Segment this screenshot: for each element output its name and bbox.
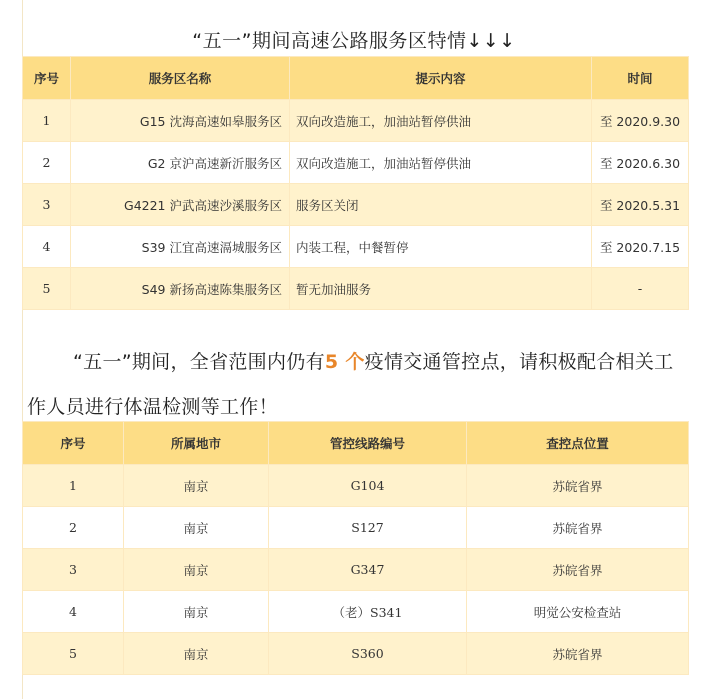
cell-no: 2 bbox=[23, 507, 124, 549]
table-row bbox=[23, 226, 689, 268]
table-row bbox=[23, 184, 689, 226]
cell-route: S360 bbox=[269, 633, 467, 675]
cell-route: G347 bbox=[269, 549, 467, 591]
table-row bbox=[23, 268, 689, 310]
cell-no: 3 bbox=[23, 184, 71, 226]
header-service-area: 服务区名称 bbox=[71, 57, 290, 100]
table-row bbox=[23, 591, 689, 633]
cell-route: S127 bbox=[269, 507, 467, 549]
cell-service-area: G15 沈海高速如皋服务区 bbox=[71, 100, 290, 142]
cell-city: 南京 bbox=[124, 549, 269, 591]
cell-location: 苏皖省界 bbox=[467, 465, 689, 507]
notice-text-before: “五一”期间，全省范围内仍有 bbox=[73, 351, 325, 373]
table-row bbox=[23, 633, 689, 675]
table-row bbox=[23, 549, 689, 591]
cell-service-area: G4221 沪武高速沙溪服务区 bbox=[71, 184, 290, 226]
cell-location: 苏皖省界 bbox=[467, 549, 689, 591]
table-row bbox=[23, 100, 689, 142]
header-time: 时间 bbox=[592, 57, 689, 100]
cell-service-area: G2 京沪高速新沂服务区 bbox=[71, 142, 290, 184]
cell-service-area: S49 新扬高速陈集服务区 bbox=[71, 268, 290, 310]
cell-tip: 内装工程，中餐暂停 bbox=[290, 226, 592, 268]
cell-no: 2 bbox=[23, 142, 71, 184]
header-city: 所属地市 bbox=[124, 422, 269, 465]
cell-no: 4 bbox=[23, 226, 71, 268]
cell-time: - bbox=[592, 268, 689, 310]
table-row bbox=[23, 465, 689, 507]
cell-tip: 暂无加油服务 bbox=[290, 268, 592, 310]
cell-location: 明觉公安检查站 bbox=[467, 591, 689, 633]
header-no: 序号 bbox=[23, 422, 124, 465]
header-no: 序号 bbox=[23, 57, 71, 100]
table-row bbox=[23, 142, 689, 184]
notice-paragraph bbox=[27, 340, 687, 430]
cell-city: 南京 bbox=[124, 507, 269, 549]
cell-city: 南京 bbox=[124, 591, 269, 633]
header-route: 管控线路编号 bbox=[269, 422, 467, 465]
section-title: “五一”期间高速公路服务区特情↓↓↓ bbox=[192, 30, 516, 52]
service-area-table bbox=[22, 56, 689, 310]
cell-route: （老）S341 bbox=[269, 591, 467, 633]
checkpoint-table bbox=[22, 421, 689, 675]
cell-city: 南京 bbox=[124, 633, 269, 675]
cell-no: 1 bbox=[23, 100, 71, 142]
cell-route: G104 bbox=[269, 465, 467, 507]
notice-highlight-count: 5 个 bbox=[324, 351, 365, 373]
cell-time: 至 2020.9.30 bbox=[592, 100, 689, 142]
table-header-row bbox=[23, 422, 689, 465]
cell-location: 苏皖省界 bbox=[467, 507, 689, 549]
cell-no: 4 bbox=[23, 591, 124, 633]
cell-tip: 双向改造施工，加油站暂停供油 bbox=[290, 142, 592, 184]
table-row bbox=[23, 507, 689, 549]
cell-no: 3 bbox=[23, 549, 124, 591]
cell-time: 至 2020.5.31 bbox=[592, 184, 689, 226]
cell-time: 至 2020.7.15 bbox=[592, 226, 689, 268]
header-location: 查控点位置 bbox=[467, 422, 689, 465]
cell-tip: 双向改造施工，加油站暂停供油 bbox=[290, 100, 592, 142]
header-tip: 提示内容 bbox=[290, 57, 592, 100]
cell-no: 5 bbox=[23, 268, 71, 310]
cell-tip: 服务区关闭 bbox=[290, 184, 592, 226]
cell-service-area: S39 江宜高速滆城服务区 bbox=[71, 226, 290, 268]
cell-no: 5 bbox=[23, 633, 124, 675]
table-header-row bbox=[23, 57, 689, 100]
cell-location: 苏皖省界 bbox=[467, 633, 689, 675]
cell-no: 1 bbox=[23, 465, 124, 507]
cell-city: 南京 bbox=[124, 465, 269, 507]
cell-time: 至 2020.6.30 bbox=[592, 142, 689, 184]
notice-text-after: 疫情交通管控点，请积极配合相关工作人员进行体温检测等工作！ bbox=[27, 351, 674, 418]
